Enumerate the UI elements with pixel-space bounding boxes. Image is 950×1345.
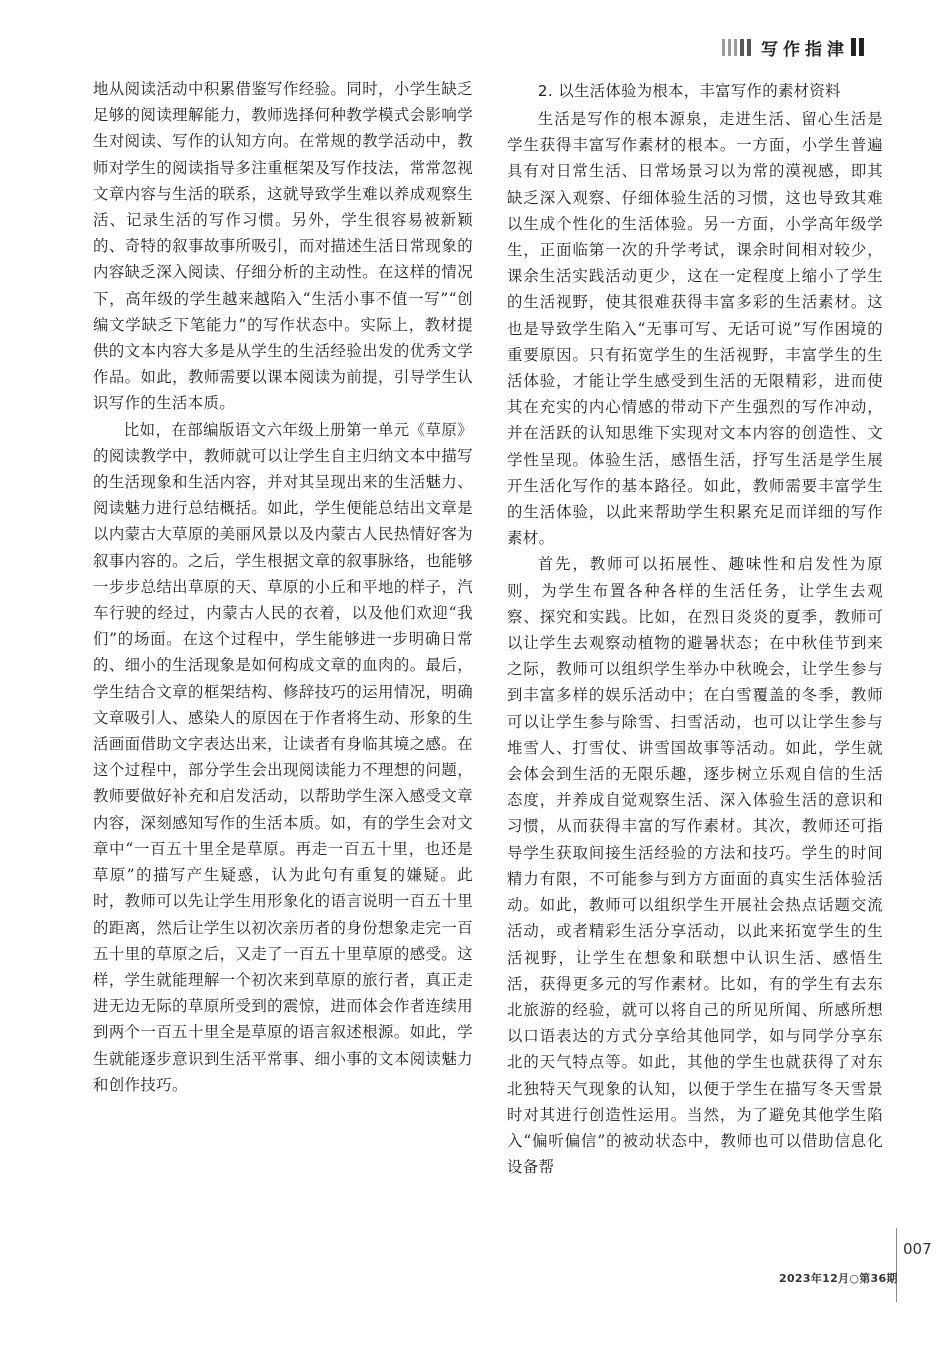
footer-divider: [896, 1228, 897, 1302]
issue-info: 2023年12月○第36期: [779, 1272, 898, 1285]
header-decoration-bars: [722, 39, 751, 56]
section-header: [722, 36, 864, 58]
header-end-bars: [851, 38, 864, 56]
left-column: [93, 76, 473, 1098]
paragraph: 生活是写作的根本源泉，走进生活、留心生活是学生获得丰富写作素材的根本。一方面，小学生普遍具有对日常生活、日常场景习以为常的漠视感，即其缺乏深入观察、仔细体验生活的习惯，这也导致其难以生成个性化的生活体验。另一方面，小学高年级学生，正面临第一次的升学考试，课余时间相对较少，课余生活实践活动更少，这在一定程度上缩小了学生的生活视野，使其很难获得丰富多彩的生活素材。这也是导致学生陷入“无事可写、无话可说”写作困境的重要原因。只有拓宽学生的生活视野，丰富学生的生活体验，才能让学生感受到生活的无限精彩，进而使其在充实的内心情感的带动下产生强烈的写作冲动，并在活跃的认知思维下实现对文本内容的创造性、文学性呈现。体验生活，感悟生活，抒写生活是学生展开生活化写作的基本路径。如此，教师需要丰富学生的生活体验，以此来帮助学生积累充足而详细的写作素材。: [507, 110, 883, 548]
paragraph: 地从阅读活动中积累借鉴写作经验。同时，小学生缺乏足够的阅读理解能力，教师选择何种教学模式会影响学生对阅读、写作的认知方向。在常规的教学活动中，教师对学生的阅读指导多注重框架及写作技法，常常忽视文章内容与生活的联系，这就导致学生难以养成观察生活、记录生活的写作习惯。另外，学生很容易被新颖的、奇特的叙事故事所吸引，而对描述生活日常现象的内容缺乏深入阅读、仔细分析的主动性。在这样的情况下，高年级的学生越来越陷入“生活小事不值一写”“创编文学缺乏下笔能力”的写作状态中。实际上，教材提供的文本内容大多是从学生的生活经验出发的优秀文学作品。如此，教师需要以课本阅读为前提，引导学生认识写作的生活本质。: [93, 80, 473, 413]
section-title: 写作指津: [761, 39, 849, 60]
paragraph: 首先，教师可以拓展性、趣味性和启发性为原则，为学生布置各种各样的生活任务，让学生去观察、探究和实践。比如，在烈日炎炎的夏季，教师可以让学生去观察动植物的避暑状态；在中秋佳节到来之际，教师可以组织学生举办中秋晚会，让学生参与到丰富多样的娱乐活动中；在白雪覆盖的冬季，教师可以让学生参与除雪、扫雪活动，也可以让学生参与堆雪人、打雪仗、讲雪国故事等活动。如此，学生就会体会到生活的无限乐趣，逐步树立乐观自信的生活态度，并养成自觉观察生活、深入体验生活的意识和习惯，从而获得丰富的写作素材。其次，教师还可指导学生获取间接生活经验的方法和技巧。学生的时间精力有限，不可能参与到方方面面的真实生活体验活动。如此，教师可以组织学生开展社会热点话题交流活动，或者精彩生活分享活动，以此来拓宽学生的生活视野，让学生在想象和联想中认识生活、感悟生活，获得更多元的写作素材。比如，有的学生有去东北旅游的经验，就可以将自己的所见所闻、所感所想以口语表达的方式分享给其他同学，如与同学分享东北的天气特点等。如此，其他的学生也就获得了对东北独特天气现象的认知，以便于学生在描写冬天雪景时对其进行创造性运用。当然，为了避免其他学生陷入“偏听偏信”的被动状态中，教师也可以借助信息化设备帮: [507, 555, 883, 1177]
section-heading: 2. 以生活体验为根本，丰富写作的素材资料: [537, 82, 841, 100]
page-number: 007: [903, 1240, 932, 1258]
right-column: [507, 76, 883, 1180]
paragraph: 比如，在部编版语文六年级上册第一单元《草原》的阅读教学中，教师就可以让学生自主归纳文本中描写的生活现象和生活内容，并对其呈现出来的生活魅力、阅读魅力进行总结概括。如此，学生便能总结出文章是以内蒙古大草原的美丽风景以及内蒙古人民热情好客为叙事内容的。之后，学生根据文章的叙事脉络，也能够一步步总结出草原的天、草原的小丘和平地的样子，汽车行驶的经过，内蒙古人民的衣着，以及他们欢迎“我们”的场面。在这个过程中，学生能够进一步明确日常的、细小的生活现象是如何构成文章的血肉的。最后，学生结合文章的框架结构、修辞技巧的运用情况，明确文章吸引人、感染人的原因在于作者将生动、形象的生活画面借助文字表达出来，让读者有身临其境之感。在这个过程中，部分学生会出现阅读能力不理想的问题，教师要做好补充和启发活动，以帮助学生深入感受文章内容，深刻感知写作的生活本质。如，有的学生会对文章中“一百五十里全是草原。再走一百五十里，也还是草原”的描写产生疑惑，认为此句有重复的嫌疑。此时，教师可以先让学生用形象化的语言说明一百五十里的距离，然后让学生以初次亲历者的身份想象走完一百五十里的草原之后，又走了一百五十里草原的感受。这样，学生就能理解一个初次来到草原的旅行者，真正走进无边无际的草原所受到的震惊，进而体会作者连续用到两个一百五十里全是草原的语言叙述根源。如此，学生就能逐步意识到生活平常事、细小事的文本阅读魅力和创作技巧。: [93, 420, 473, 1094]
